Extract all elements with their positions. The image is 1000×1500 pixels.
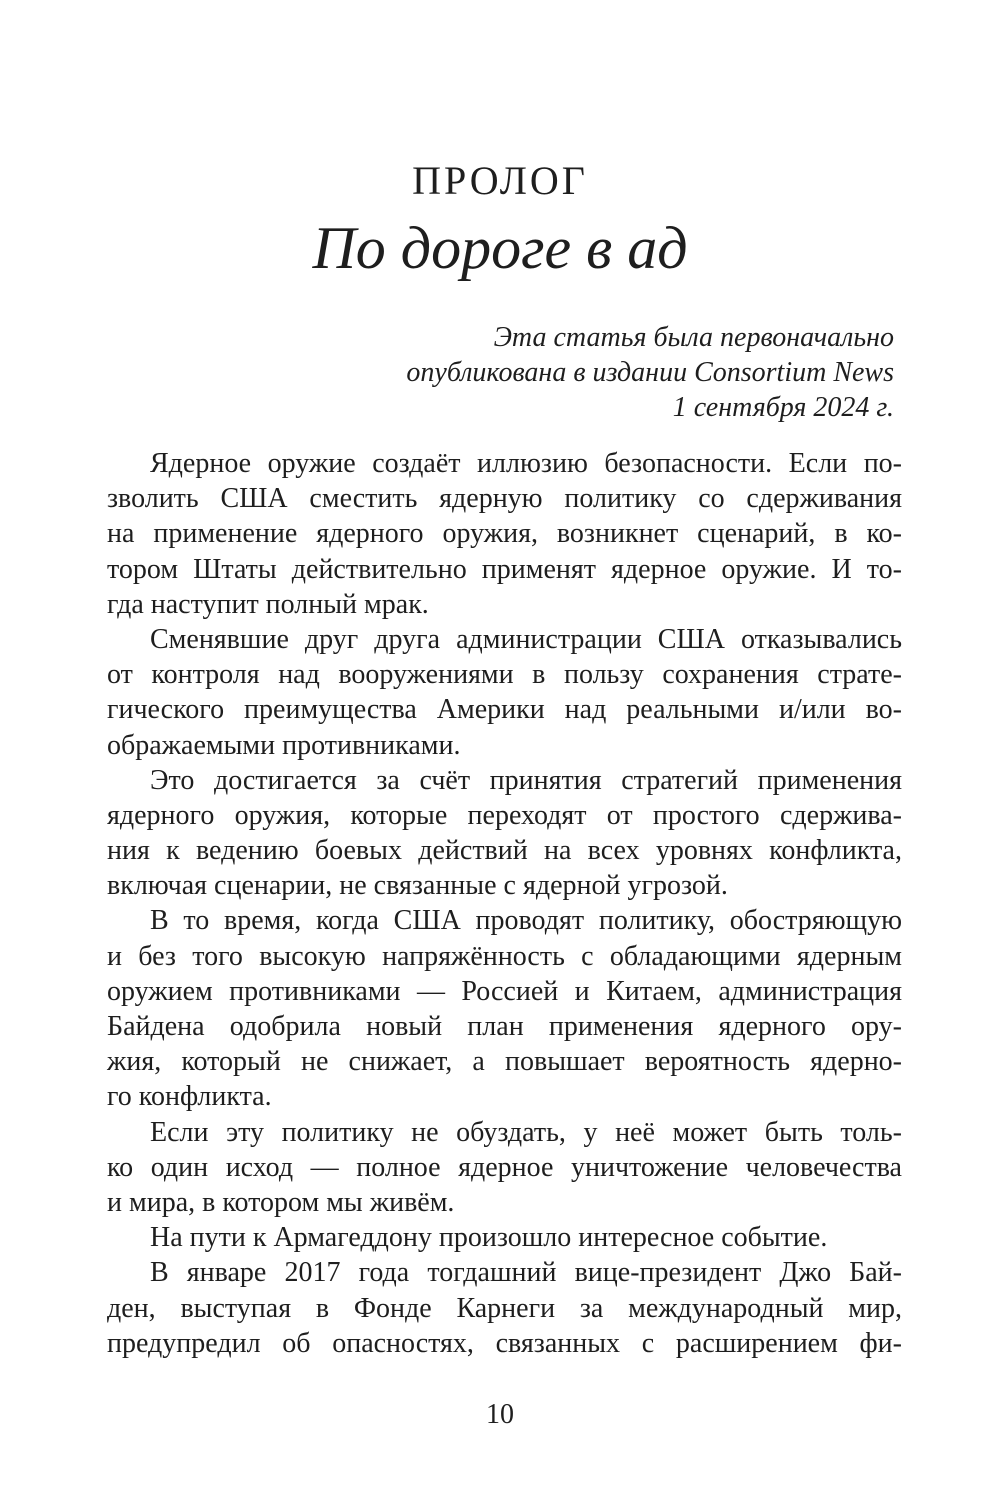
chapter-label: ПРОЛОГ — [412, 158, 588, 203]
paragraph-line: и мира, в котором мы живём. — [107, 1186, 455, 1218]
paragraph-line: и без того высокую напряжённость с обладающими ядерным — [107, 940, 902, 972]
epigraph-line: Эта статья была первоначально — [493, 322, 894, 353]
paragraph-line: предупредил об опасностях, связанных с расширением фи- — [107, 1327, 902, 1359]
paragraph-line: Сменявшие друг друга администрации США отказывались — [150, 623, 902, 655]
paragraph-line: В январе 2017 года тогдашний вице-президент Джо Бай- — [150, 1257, 902, 1289]
paragraph-line: ображаемыми противниками. — [107, 729, 461, 761]
paragraph — [107, 622, 902, 763]
paragraph-line: оружием противниками — Россией и Китаем, администрация — [107, 975, 902, 1007]
paragraph-line: от контроля над вооружениями в пользу сохранения страте- — [107, 659, 902, 691]
paragraph-line: гического преимущества Америки над реальными и/или во- — [107, 694, 902, 726]
paragraph — [107, 1220, 902, 1255]
paragraph-line: го конфликта. — [107, 1081, 272, 1113]
paragraph-line: на применение ядерного оружия, возникнет сценарий, в ко- — [107, 518, 902, 550]
epigraph — [406, 320, 894, 425]
paragraph-line: ядерного оружия, которые переходят от простого сдержива- — [107, 799, 902, 831]
paragraph-line: жия, который не снижает, а повышает вероятность ядерно- — [107, 1046, 902, 1078]
page-number: 10 — [486, 1399, 514, 1430]
epigraph-line: опубликована в издании Consortium News — [406, 357, 894, 388]
paragraph-line: ко один исход — полное ядерное уничтожение человечества — [107, 1151, 902, 1183]
paragraph-line: тором Штаты действительно применят ядерное оружие. И то- — [107, 553, 902, 585]
paragraph — [107, 1115, 902, 1221]
paragraph-line: гда наступит полный мрак. — [107, 588, 429, 620]
body-text — [107, 446, 902, 1361]
paragraph-line: включая сценарии, не связанные с ядерной угрозой. — [107, 870, 728, 902]
paragraph-line: Байдена одобрила новый план применения ядерного ору- — [107, 1011, 902, 1042]
paragraph — [107, 1255, 902, 1361]
paragraph-line: В то время, когда США проводят политику, обостряющую — [150, 905, 902, 937]
paragraph-line: Это достигается за счёт принятия стратегий применения — [150, 764, 902, 796]
paragraph — [107, 763, 902, 904]
epigraph-line: 1 сентября 2024 г. — [672, 392, 894, 423]
paragraph-line: На пути к Армагеддону произошло интересное событие. — [150, 1222, 828, 1254]
paragraph-line: ден, выступая в Фонде Карнеги за международный мир, — [107, 1292, 902, 1324]
chapter-title: По дороге в ад — [312, 215, 688, 281]
paragraph-line: Ядерное оружие создаёт иллюзию безопасности. Если по- — [150, 448, 902, 479]
paragraph — [107, 903, 902, 1114]
paragraph-line: Если эту политику не обуздать, у неё может быть толь- — [150, 1116, 902, 1148]
paragraph — [107, 446, 902, 622]
paragraph-line: ния к ведению боевых действий на всех уровнях конфликта, — [107, 835, 902, 867]
paragraph-line: зволить США сместить ядерную политику со сдерживания — [107, 483, 902, 515]
